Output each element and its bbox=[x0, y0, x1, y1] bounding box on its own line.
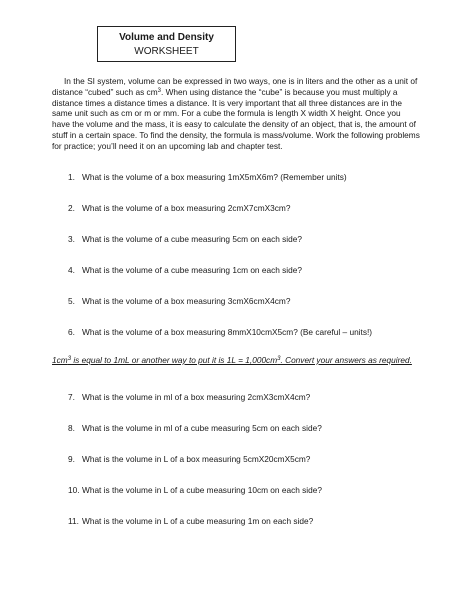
intro-text-1: In the SI system, volume can be expressed in two ways, one is in liters and the other as a unit of distance “cubed” such as cm bbox=[52, 76, 418, 97]
question-11 bbox=[68, 516, 428, 526]
note-superscript-1: 3 bbox=[67, 356, 72, 362]
intro-text-2: . When using distance the “cube” is because you must multiply a distance times a distance times a distance. It is very important that all three distances are in the same unit such as cm or m or mm. For a cube the formula is length X width X height. Once you have the volume and the mass, it is easy to calculate the density of an object, that is, the amount of stuff in a certain space. To find the density, the formula is mass/volume. Work the following problems for practice; you’ll need it on an upcoming lab and chapter test. bbox=[52, 86, 420, 151]
question-number: 7. bbox=[68, 392, 75, 402]
question-8 bbox=[68, 423, 428, 433]
conversion-note bbox=[52, 355, 420, 366]
note-superscript-2: 3 bbox=[277, 356, 281, 362]
question-number: 1. bbox=[68, 172, 75, 182]
note-text-1: 1cm bbox=[52, 355, 68, 365]
question-10 bbox=[68, 485, 428, 495]
question-7 bbox=[68, 392, 428, 402]
question-text: What is the volume of a box measuring 1mX5mX6m? (Remember units) bbox=[82, 172, 347, 182]
question-text: What is the volume of a box measuring 3cmX6cmX4cm? bbox=[82, 296, 291, 306]
intro-superscript: 3 bbox=[157, 87, 161, 94]
question-4 bbox=[68, 265, 428, 275]
question-text: What is the volume in ml of a box measuring 2cmX3cmX4cm? bbox=[82, 392, 311, 402]
question-9 bbox=[68, 454, 428, 464]
question-number: 9. bbox=[68, 454, 75, 464]
question-text: What is the volume of a cube measuring 1cm on each side? bbox=[82, 265, 302, 275]
note-text-2: is equal to 1mL or another way to put it is 1L = 1,000cm bbox=[71, 355, 278, 365]
question-1 bbox=[68, 172, 428, 182]
question-number: 2. bbox=[68, 203, 75, 213]
question-text: What is the volume of a cube measuring 5cm on each side? bbox=[82, 234, 302, 244]
question-text: What is the volume of a box measuring 8mmX10cmX5cm? (Be careful – units!) bbox=[82, 327, 373, 337]
question-2 bbox=[68, 203, 428, 213]
question-text: What is the volume in L of a box measuring 5cmX20cmX5cm? bbox=[82, 454, 311, 464]
title-box bbox=[97, 26, 236, 62]
question-text: What is the volume in L of a cube measuring 1m on each side? bbox=[82, 516, 314, 526]
question-3 bbox=[68, 234, 428, 244]
question-number: 6. bbox=[68, 327, 75, 337]
question-6 bbox=[68, 327, 428, 337]
note-text-3: . Convert your answers as required. bbox=[280, 355, 412, 365]
question-number: 11. bbox=[68, 516, 79, 526]
question-number: 10. bbox=[68, 485, 80, 495]
question-number: 4. bbox=[68, 265, 75, 275]
question-text: What is the volume in ml of a cube measuring 5cm on each side? bbox=[82, 423, 322, 433]
question-number: 3. bbox=[68, 234, 75, 244]
question-number: 8. bbox=[68, 423, 75, 433]
title-line-1: Volume and Density bbox=[119, 32, 214, 43]
question-5 bbox=[68, 296, 428, 306]
intro-paragraph bbox=[52, 76, 420, 152]
title-line-2: WORKSHEET bbox=[134, 46, 199, 57]
question-number: 5. bbox=[68, 296, 75, 306]
question-text: What is the volume of a box measuring 2cmX7cmX3cm? bbox=[82, 203, 291, 213]
question-text: What is the volume in L of a cube measuring 10cm on each side? bbox=[82, 485, 322, 495]
